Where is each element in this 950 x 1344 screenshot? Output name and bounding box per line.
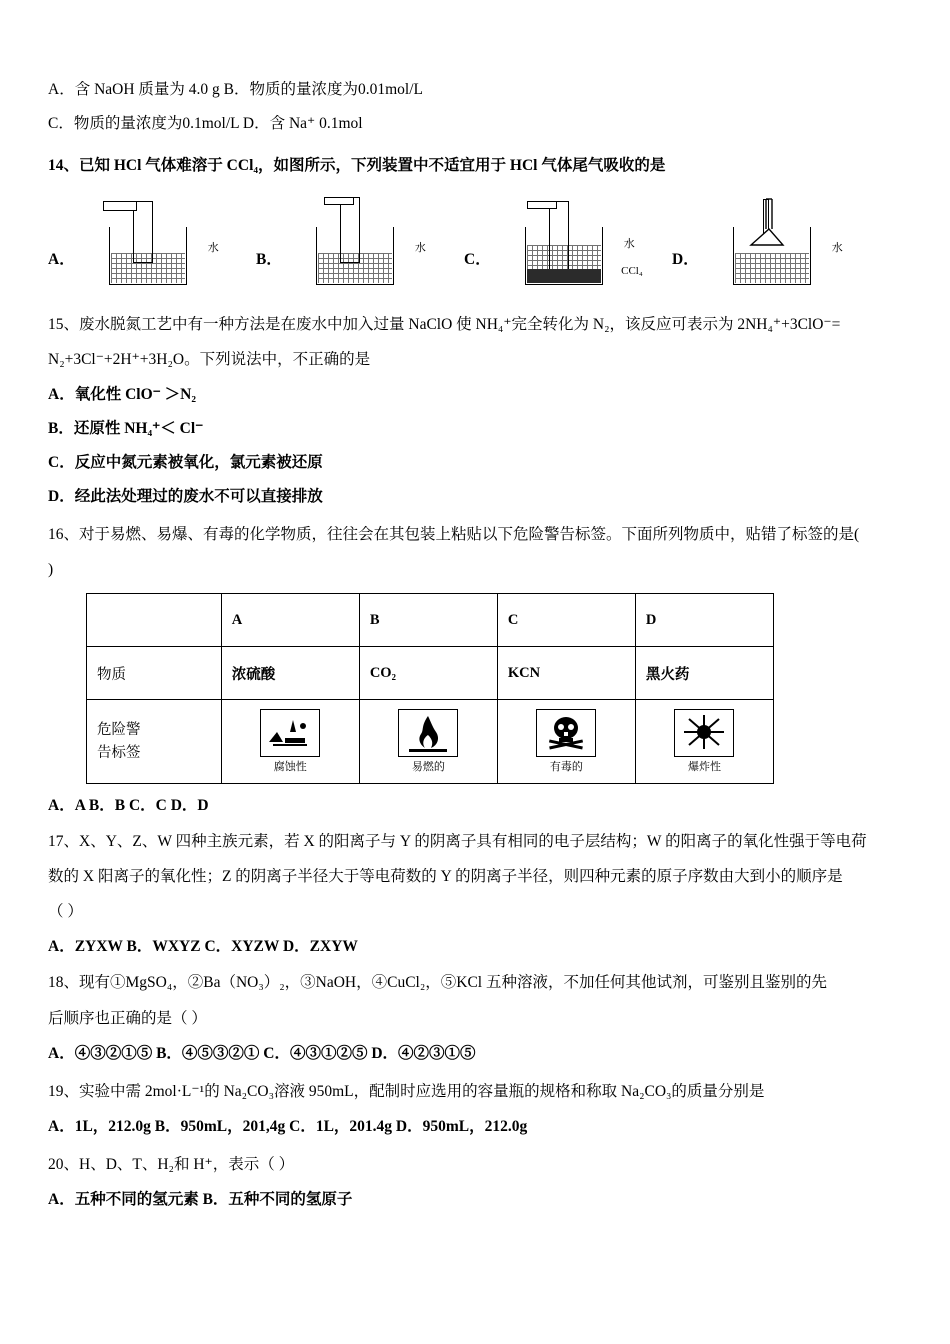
header-blank bbox=[87, 594, 222, 647]
substance-d: 黑火药 bbox=[635, 647, 773, 700]
explosive-icon-graphic bbox=[677, 712, 731, 754]
question-15-option-b: B．还原性 NH₄⁺＜ Cl⁻ bbox=[48, 420, 204, 438]
figure-b-label: B． bbox=[256, 251, 282, 269]
question-20-options: A．五种不同的氢元素 B．五种不同的氢原子 bbox=[48, 1190, 353, 1208]
substance-a: 浓硫酸 bbox=[221, 647, 359, 700]
table-row bbox=[87, 647, 774, 700]
question-16-options: A．A B．B C．C D．D bbox=[48, 797, 209, 815]
question-17-stem-line3: （ ） bbox=[48, 903, 83, 921]
water-a bbox=[111, 253, 185, 283]
question-19-options: A．1L，212.0g B．950mL，201,4g C．1L，201.4g D．950mL，212.0g bbox=[48, 1117, 528, 1135]
figure-b-liquid-label: 水 bbox=[414, 242, 426, 255]
table-header-row bbox=[87, 594, 774, 647]
toxic-skull-icon-graphic bbox=[539, 712, 593, 754]
question-15-option-d: D．经此法处理过的废水不可以直接排放 bbox=[48, 488, 323, 506]
tube-b-bend bbox=[324, 197, 354, 205]
question-15-option-c: C．反应中氮元素被氧化，氯元素被还原 bbox=[48, 454, 323, 472]
apparatus-b bbox=[288, 193, 428, 285]
tube-c-bend bbox=[527, 201, 557, 209]
warning-label-a: 腐蚀性 bbox=[273, 761, 307, 774]
figure-c-liquid-label: 水 bbox=[623, 238, 635, 251]
figure-option-b bbox=[256, 193, 464, 285]
figure-a-liquid-label: 水 bbox=[207, 242, 219, 255]
flammable-icon-graphic bbox=[401, 712, 455, 754]
figure-option-c bbox=[464, 193, 672, 285]
tube-a-bend bbox=[103, 201, 137, 211]
water-d bbox=[735, 253, 809, 283]
question-16-stem-line1: 16、对于易燃、易爆、有毒的化学物质，往往会在其包装上粘贴以下危险警告标签。下面所列物质中，贴错了标签的是( bbox=[48, 525, 860, 543]
toxic-skull-icon bbox=[536, 709, 596, 757]
question-16-stem-line2: ) bbox=[48, 561, 54, 579]
warning-cell-b bbox=[359, 700, 497, 784]
ccl4-layer-c bbox=[527, 269, 601, 283]
question-14-figures bbox=[48, 193, 894, 285]
warning-label-b: 易燃的 bbox=[411, 761, 445, 774]
warning-cell-d bbox=[635, 700, 773, 784]
header-b: B bbox=[359, 594, 497, 647]
figure-option-d bbox=[672, 193, 880, 285]
question-14-stem: 14、已知 HCl 气体难溶于 CCl₄，如图所示，下列装置中不适宜用于 HCl 气体尾气吸收的是 bbox=[48, 157, 666, 175]
figure-d-liquid-label: 水 bbox=[831, 242, 843, 255]
warning-cell-a bbox=[221, 700, 359, 784]
apparatus-d bbox=[705, 193, 845, 285]
question-15-option-a: A．氧化性 ClO⁻ ＞N₂ bbox=[48, 386, 197, 404]
beaker-b bbox=[316, 227, 394, 285]
question-15-stem-line1: 15、废水脱氮工艺中有一种方法是在废水中加入过量 NaClO 使 NH₄⁺完全转化为 N₂，该反应可表示为 2NH₄⁺+3ClO⁻= bbox=[48, 316, 841, 334]
figure-d-label: D． bbox=[672, 251, 699, 269]
substance-c: KCN bbox=[497, 647, 635, 700]
warning-label-c: 有毒的 bbox=[549, 761, 583, 774]
header-a: A bbox=[221, 594, 359, 647]
row-label-substance: 物质 bbox=[87, 647, 222, 700]
question-17-stem-line2: 数的 X 阳离子的氧化性；Z 的阴离子半径大于等电荷数的 Y 的阴离子半径，则四种元素的原子序数由大到小的顺序是 bbox=[48, 868, 843, 886]
question-18-stem-line2: 后顺序也正确的是（ ） bbox=[48, 1009, 207, 1027]
warning-label-table bbox=[86, 593, 774, 784]
beaker-c bbox=[525, 227, 603, 285]
question-20-stem: 20、H、D、T、H₂和 H⁺，表示（ ） bbox=[48, 1155, 295, 1173]
q13-options-line1: A．含 NaOH 质量为 4.0 g B．物质的量浓度为0.01mol/L bbox=[48, 81, 424, 98]
question-19-stem: 19、实验中需 2mol·L⁻¹的 Na₂CO₃溶液 950mL，配制时应选用的容量瓶的规格和称取 Na₂CO₃的质量分别是 bbox=[48, 1082, 765, 1100]
figure-a-label: A． bbox=[48, 251, 75, 269]
corrosive-icon bbox=[260, 709, 320, 757]
substance-b: CO₂ bbox=[359, 647, 497, 700]
beaker-a bbox=[109, 227, 187, 285]
warning-cell-c bbox=[497, 700, 635, 784]
row-label-warning-line2: 告标签 bbox=[97, 744, 141, 761]
explosive-icon bbox=[674, 709, 734, 757]
apparatus-a bbox=[81, 193, 221, 285]
question-18-stem-line1: 18、现有①MgSO₄，②Ba（NO₃）₂，③NaOH，④CuCl₂，⑤KCl 五种溶液，不加任何其他试剂，可鉴别且鉴别的先 bbox=[48, 974, 827, 992]
figure-c-label: C． bbox=[464, 251, 491, 269]
figure-option-a bbox=[48, 193, 256, 285]
row-label-warning bbox=[87, 700, 222, 784]
header-d: D bbox=[635, 594, 773, 647]
apparatus-c bbox=[497, 193, 643, 285]
warning-label-d: 爆炸性 bbox=[687, 761, 721, 774]
question-17-stem-line1: 17、X、Y、Z、W 四种主族元素，若 X 的阳离子与 Y 的阴离子具有相同的电子层结构；W 的阳离子的氧化性强于等电荷 bbox=[48, 833, 867, 851]
question-18-options: A．④③②①⑤ B．④⑤③②① C．④③①②⑤ D．④②③①⑤ bbox=[48, 1044, 476, 1062]
question-17-options: A．ZYXW B．WXYZ C．XYZW D．ZXYW bbox=[48, 938, 358, 956]
flammable-icon bbox=[398, 709, 458, 757]
q13-options-line2: C．物质的量浓度为0.1mol/L D．含 Na⁺ 0.1mol bbox=[48, 115, 363, 133]
corrosive-icon-graphic bbox=[263, 712, 317, 754]
table-row bbox=[87, 700, 774, 784]
beaker-d bbox=[733, 227, 811, 285]
question-15-stem-line2: N₂+3Cl⁻+2H⁺+3H₂O。下列说法中，不正确的是 bbox=[48, 351, 371, 369]
header-c: C bbox=[497, 594, 635, 647]
figure-c-second-liquid-label: CCl₄ bbox=[621, 265, 643, 278]
water-b bbox=[318, 253, 392, 283]
row-label-warning-line1: 危险警 bbox=[97, 721, 141, 738]
